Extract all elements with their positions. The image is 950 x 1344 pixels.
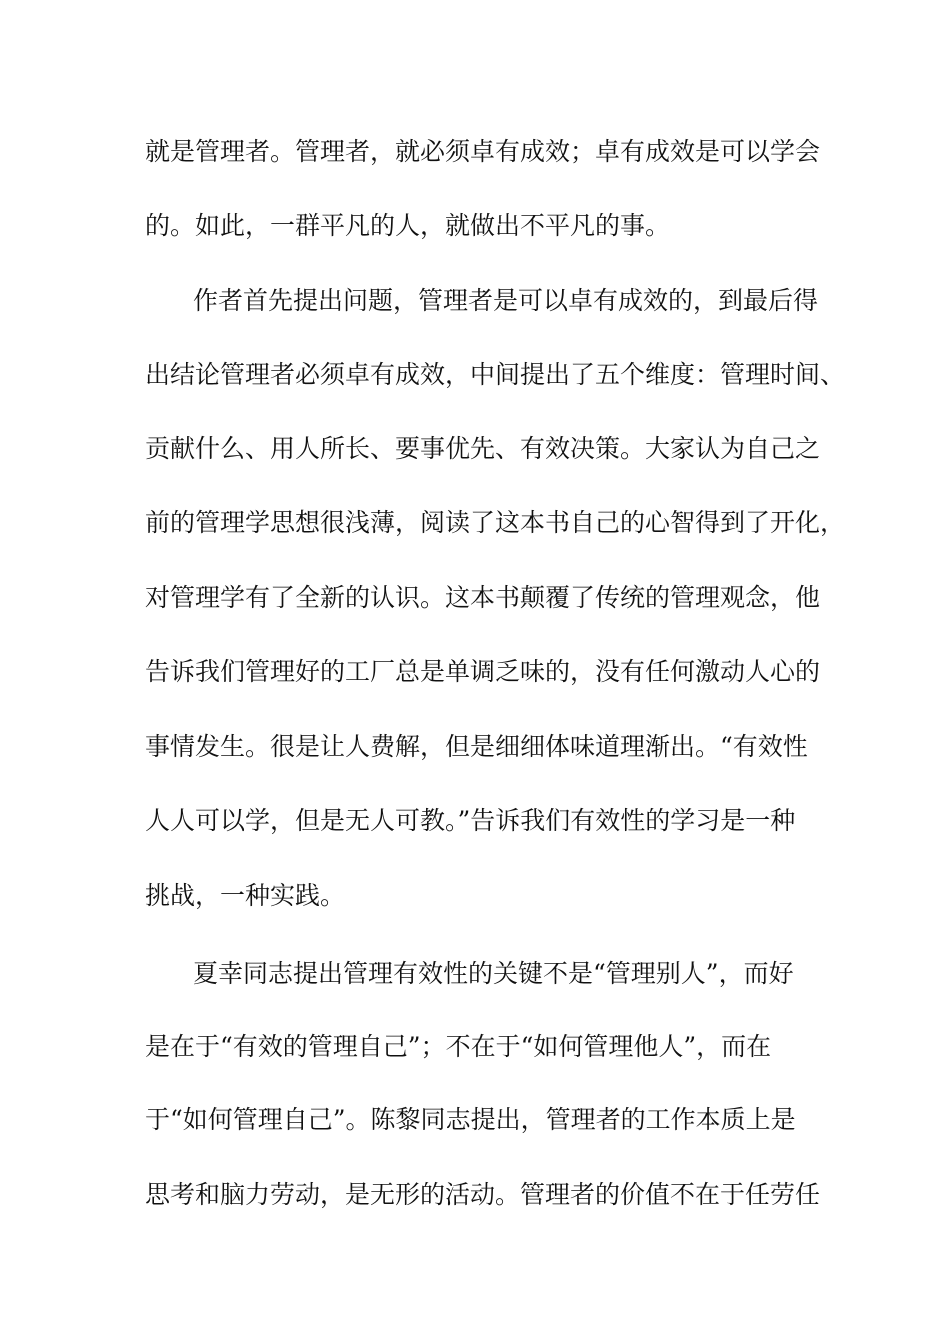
- text-line-10: 人人可以学，但是无人可教。”告诉我们有效性的学习是一种: [145, 806, 796, 835]
- text-line-9: 事情发生。很是让人费解，但是细细体味道理渐出。“有效性: [145, 732, 808, 761]
- text-line-2: 的。如此，一群平凡的人，就做出不平凡的事。: [145, 211, 671, 240]
- text-line-14: 于“如何管理自己”。陈黎同志提出，管理者的工作本质上是: [145, 1105, 796, 1134]
- text-line-7: 对管理学有了全新的认识。这本书颠覆了传统的管理观念，他: [145, 583, 821, 612]
- text-line-6: 前的管理学思想很浅薄，阅读了这本书自己的心智得到了开化，: [145, 508, 846, 537]
- text-line-15: 思考和脑力劳动，是无形的活动。管理者的价值不在于任劳任: [145, 1180, 821, 1209]
- text-line-11: 挑战，一种实践。: [145, 881, 346, 910]
- text-line-12: 夏幸同志提出管理有效性的关键不是“管理别人”，而好: [193, 959, 794, 988]
- text-line-5: 贡献什么、用人所长、要事优先、有效决策。大家认为自己之: [145, 434, 821, 463]
- text-line-3: 作者首先提出问题，管理者是可以卓有成效的，到最后得: [193, 286, 819, 315]
- text-line-13: 是在于“有效的管理自己”；不在于“如何管理他人”，而在: [145, 1032, 772, 1061]
- text-line-8: 告诉我们管理好的工厂总是单调乏味的，没有任何激动人心的: [145, 657, 821, 686]
- text-line-1: 就是管理者。管理者，就必须卓有成效；卓有成效是可以学会: [145, 137, 821, 166]
- text-line-4: 出结论管理者必须卓有成效，中间提出了五个维度：管理时间、: [145, 360, 846, 389]
